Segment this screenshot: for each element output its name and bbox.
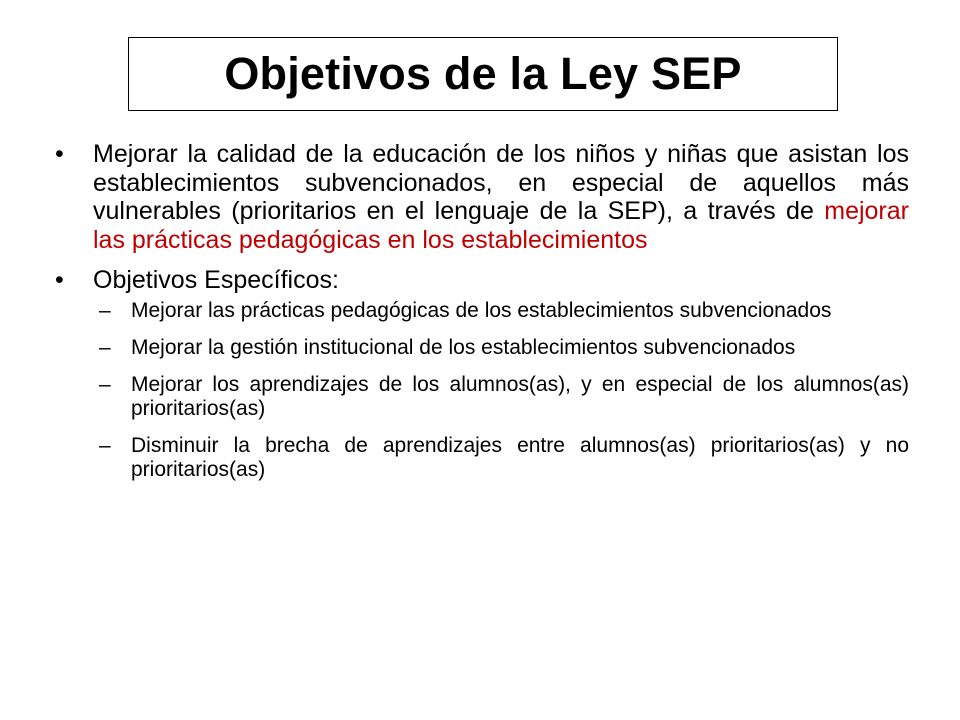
sub-item-text: Mejorar los aprendizajes de los alumnos(as), y en especial de los alumnos(as) prioritarios(as) xyxy=(131,372,909,420)
slide-title: Objetivos de la Ley SEP xyxy=(224,48,742,99)
dash-icon: – xyxy=(99,298,111,322)
bullet-icon: • xyxy=(55,266,64,294)
bullet-text: Objetivos Específicos: xyxy=(93,266,339,294)
bullet-icon: • xyxy=(55,140,64,168)
sub-item-text: Mejorar la gestión institucional de los establecimientos subvencionados xyxy=(131,335,796,359)
sub-list xyxy=(55,299,909,482)
dash-icon: – xyxy=(99,335,111,359)
title-box xyxy=(128,37,838,111)
slide-body xyxy=(55,140,909,495)
bullet-item xyxy=(55,266,909,295)
sub-item xyxy=(55,299,909,323)
bullet-item xyxy=(55,140,909,254)
sub-item xyxy=(55,373,909,421)
sub-item xyxy=(55,434,909,482)
bullet-highlight-text: mejorar las prácticas pedagógicas en los establecimientos xyxy=(93,197,909,254)
sub-item xyxy=(55,336,909,360)
sub-item-text: Mejorar las prácticas pedagógicas de los establecimientos subvencionados xyxy=(131,298,832,322)
dash-icon: – xyxy=(99,372,111,396)
bullet-text: Mejorar la calidad de la educación de los niños y niñas que asistan los establecimientos subvencionados, en especial de aquellos más vulnerables (prioritarios en el lenguaje de la SEP), a través de xyxy=(93,140,909,225)
dash-icon: – xyxy=(99,433,111,457)
sub-item-text: Disminuir la brecha de aprendizajes entre alumnos(as) prioritarios(as) y no prioritarios(as) xyxy=(131,433,909,481)
